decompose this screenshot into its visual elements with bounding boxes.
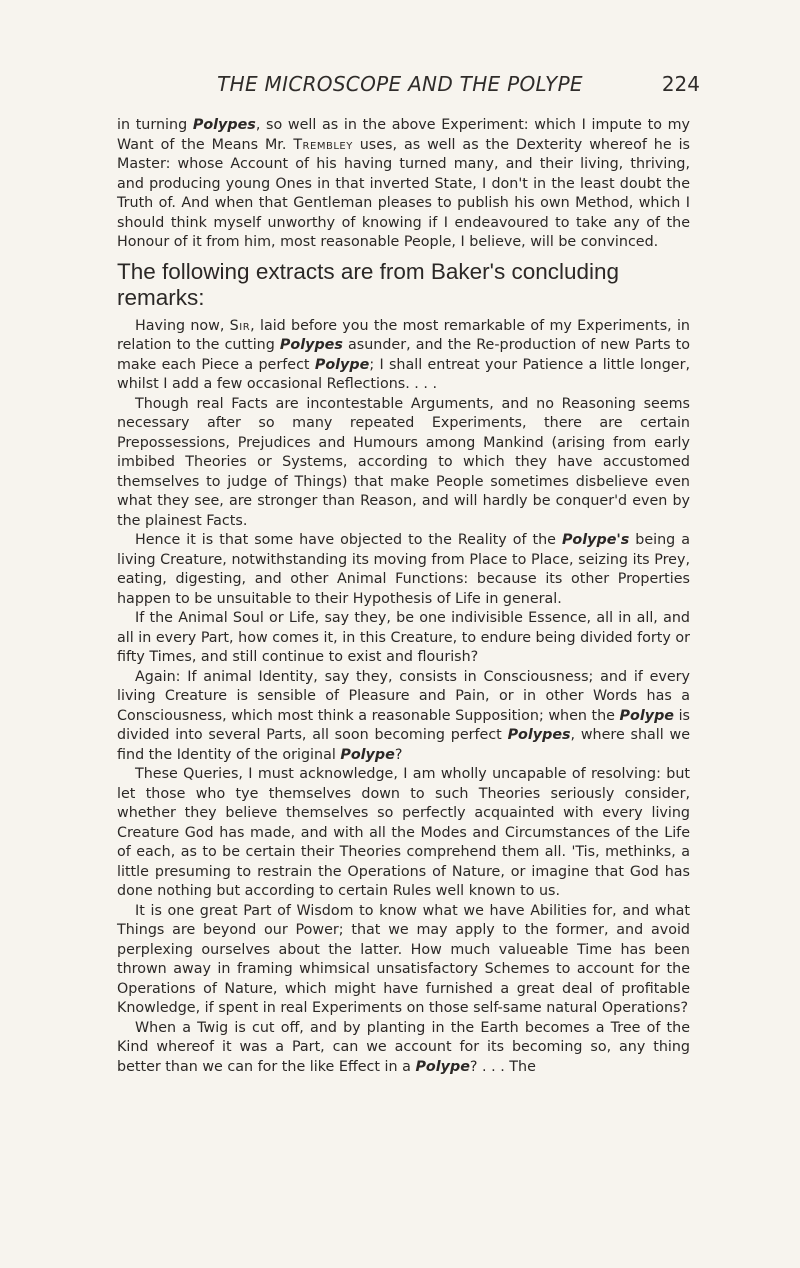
italic-term: Polype [619,707,674,724]
small-caps-name: Sir [229,317,251,334]
italic-term: Polype [314,356,370,373]
section-subheading: The following extracts are from Baker's concluding remarks: [117,258,620,310]
italic-term: Polype [340,746,395,763]
italic-term: Polype's [561,532,630,548]
italic-term: Polypes [279,337,343,353]
paragraph-4 [117,531,690,609]
text-run: being a living Creature, notwithstanding its moving from Place to Place, seizing its Prey, eating, digesting, and other Animal Functions: because its other Properties happen to be unsuitable to their Hypothesis of Life in general. [117,532,690,607]
text-run: Hence it is that some have objected to the Reality of the [135,532,562,548]
paragraph-7: These Queries, I must acknowledge, I am wholly uncapable of resolving: but let those who tye themselves down to such Theories seriously consider, whether they believe themselves so perfectly acquainted with every living Creature God has made, and with all the Modes and Circumstances of the Life of each, as to be certain their Theories comprehend them all. 'Tis, methinks, a little presuming to restrain the Operations of Nature, or imagine that God has done nothing but according to certain Rules well known to us. [117,766,690,899]
text-run: Again: If animal Identity, say they, consists in Consciousness; and if every living Creature is sensible of Pleasure and Pain, or in other Words has a Consciousness, which most think a reasonable Supposition; when the [117,668,690,724]
italic-term: Polypes [507,727,571,743]
text-run: , where shall we find the Identity of the original [117,727,690,763]
page-number: 224 [661,72,700,96]
text-run: in turning [117,117,193,133]
paragraph-3: Though real Facts are incontestable Arguments, and no Reasoning seems necessary after so many repeated Experiments, there are certain Prepossessions, Prejudices and Humours among Mankind (arising from early imbibed Theories or Systems, according to which they have accustomed themselves to judge of Things) that make People sometimes disbelieve even what they see, are stronger than Reason, and will hardly be conquer'd even by the plainest Facts. [117,395,690,529]
text-run: When a Twig is cut off, and by planting in the Earth becomes a Tree of the Kind whereof it was a Part, can we account for its becoming so, any thing better than we can for the like Effect in a [117,1019,690,1075]
running-title: THE MICROSCOPE AND THE POLYPE [217,72,583,96]
paragraph-8: It is one great Part of Wisdom to know what we have Abilities for, and what Things are beyond our Power; that we may apply to the former, and avoid perplexing ourselves about the latter. How much valueable Time has been thrown away in framing whimsical unsatisfactory Schemes to account for the Operations of Nature, which might have furnished a great deal of profitable Knowledge, if spent in real Experiments on those self-same natural Operations? [117,902,690,1016]
italic-term: Polypes [192,117,256,133]
paragraph-1 [117,116,690,253]
text-run: ; I shall entreat your Patience a little longer, whilst I add a few occasional Reflections. . . . [117,356,691,392]
small-caps-name: Trembley [293,136,353,153]
text-run: is divided into several Parts, all soon becoming perfect [117,707,690,743]
italic-term: Polype [415,1058,470,1075]
paragraph-6 [117,668,690,766]
text-run: asunder, and the Re-production of new Parts to make each Piece a perfect [117,337,690,373]
text-run: ? . . . The [469,1058,536,1075]
paragraph-9 [117,1019,690,1078]
paragraph-5: If the Animal Soul or Life, say they, be one indivisible Essence, all in all, and all in every Part, how comes it, in this Creature, to endure being divided forty or fifty Times, and still continue to exist and flourish? [117,610,690,665]
text-run: ? [394,746,403,763]
text-run: , so well as in the above Experiment: which I impute to my Want of the Means Mr. [117,117,691,153]
text-run: uses, as well as the Dexterity whereof he is Master: whose Account of his having turned many, and their living, thriving, and producing young Ones in that inverted State, I don't in the least doubt the Truth of. And when that Gentleman pleases to publish his own Method, which I should think myself unworthy of knowing if I endeavoured to take any of the Honour of it from him, most reasonable People, I believe, will be convinced. [117,136,690,250]
text-run: , laid before you the most remarkable of my Experiments, in relation to the cutting [117,317,690,353]
page-body [117,116,690,1077]
paragraph-2 [117,317,690,395]
text-run: Having now, [135,317,230,334]
